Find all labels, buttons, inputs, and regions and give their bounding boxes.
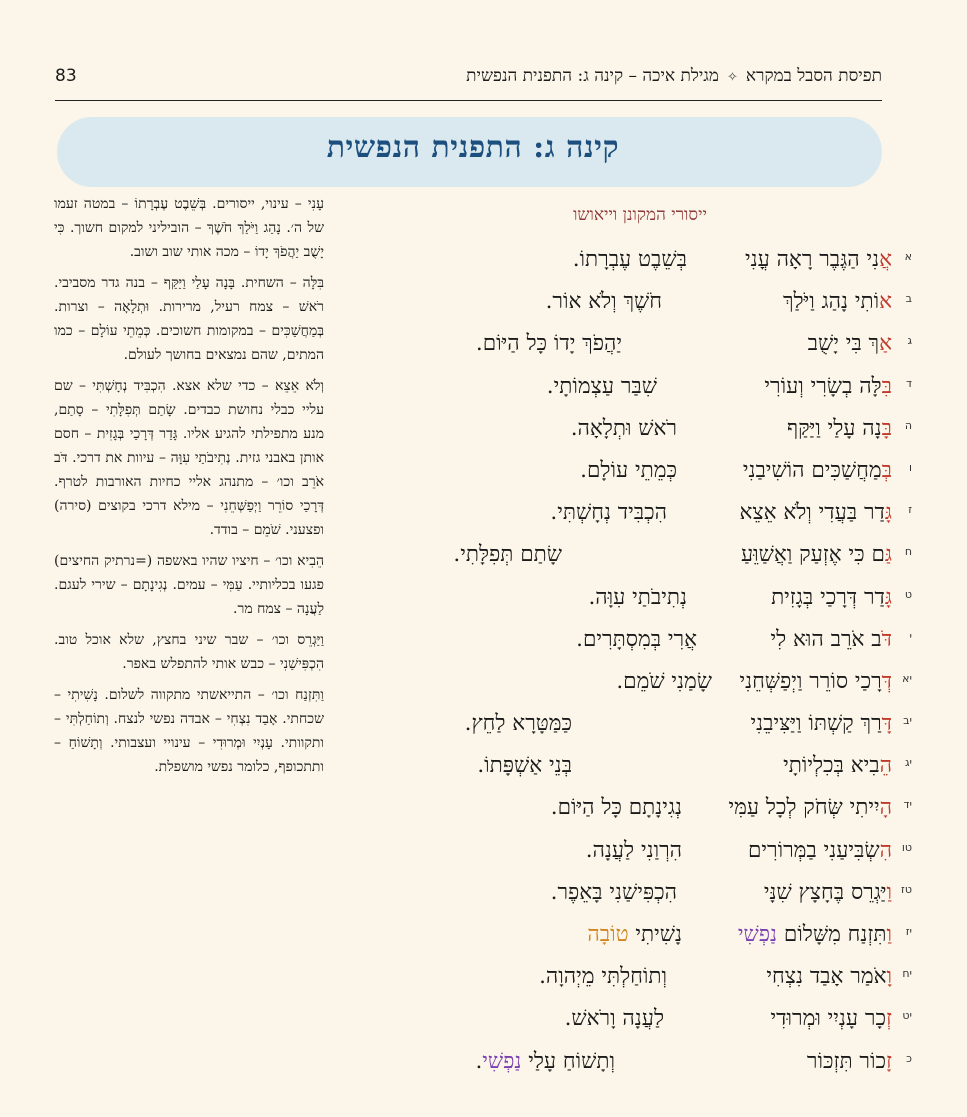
poem-line: [342, 706, 912, 748]
hemistich-first: דֹּב אֹרֵב הוּא לִי: [770, 626, 892, 652]
banner-title: קינה ג: התפנית הנפשית: [326, 130, 619, 165]
running-head: [466, 66, 882, 86]
acrostic-letter: וַ: [886, 879, 892, 905]
verse-number: יט: [902, 1009, 912, 1023]
hemistich-first: בִּלָּה בְשָׂרִי וְעוֹרִי: [764, 373, 892, 399]
emphasis-word: טוֹבָה: [587, 922, 629, 947]
hemistich-second: כְּמֵתֵי עוֹלָם.: [580, 457, 677, 483]
hemistich-second: לַעֲנָה וָרֹאשׁ.: [564, 1006, 664, 1032]
hemistich-second: יַהֲפֹךְ יָדוֹ כָּל הַיּוֹם.: [475, 331, 622, 357]
hemistich-first: וָאֹמַר אָבַד נִצְחִי: [766, 964, 892, 990]
poem-line: [342, 790, 912, 832]
acrostic-letter: בָּ: [881, 415, 892, 441]
hemistich-second: נְגִינָתָם כָּל הַיּוֹם.: [550, 795, 682, 821]
verse-number: יז: [905, 925, 912, 938]
commentary-notes: [54, 192, 324, 786]
poem-line: [342, 580, 912, 622]
verse-number: יב: [903, 714, 912, 728]
poem-line: [342, 622, 912, 664]
hemistich-second: בְּשֵׁבֶט עֶבְרָתוֹ.: [572, 247, 687, 272]
verse-number: ז: [908, 503, 912, 517]
hemistich-first: בְּמַחֲשַׁכִּים הוֹשִׁיבַנִי: [742, 457, 892, 483]
note-paragraph: עָנִי – עינוי, ייסורים. בְּשֵׁבֶט עֶבְרָתוֹ – במטה זעמו של ה׳. נָהַג וַיֹּלַךְ חֹשֶׁךְ – הוביליני למקום חשוך. כִּי יָשֻׁב יַהֲפֹךְ יָדוֹ – מכה אותי שוב ושוב.: [54, 196, 324, 260]
hemistich-first: דְּרָכַי סוֹרֵר וַיְפַשְּׁחֵנִי: [739, 668, 892, 694]
hemistich-second: הִכְפִּישַׁנִי בָּאֵפֶר.: [550, 879, 677, 905]
hemistich-first: הִשְׂבִּיעַנִי בַמְּרוֹרִים: [747, 837, 892, 863]
book-title: תפיסת הסבל במקרא: [745, 66, 882, 86]
poem-line: [342, 284, 912, 326]
poem-line: [342, 875, 912, 917]
hemistich-second: רֹאשׁ וּתְלָאָה.: [570, 415, 677, 441]
poem-line: [342, 326, 912, 368]
verse-number: יד: [903, 798, 912, 812]
acrostic-letter: זָ: [886, 1048, 892, 1074]
note-paragraph: וְלֹא אֵצֵא – כדי שלא אצא. הִכְבִּיד נְחָשְׁתִּי – שם עליי כבלי נחושת כבדים. שָׂתַם תְּפִלָּתִי – סָתַם, מנע מתפילתי להגיע אליו. גָּדַר דְּרָכַי בְּגָזִית – חסם אותן באבני גזית. נְתִיבֹתַי עִוָּה – עיוות את דרכי. דֹּב אֹרֵב וכו׳ – מתנהג אליי כחיות האורבות לטרף. דְּרָכַי סוֹרֵר וַיְפַשְּׁחֵנִי – מילא דרכי בקוצים (סירה) ופצעני. שֹׁמֵם – בודד.: [54, 378, 324, 538]
verse-number: ד: [905, 376, 912, 390]
hemistich-first: הָיִיתִי שְּׂחֹק לְכָל עַמִּי: [728, 795, 892, 821]
hemistich-second: שָׂמַנִי שֹׁמֵם.: [616, 668, 712, 694]
hemistich-second: הִכְבִּיד נְחָשְׁתִּי.: [550, 500, 667, 526]
hemistich-first: זְכָר עָנְיִי וּמְרוּדִי: [770, 1006, 892, 1032]
hemistich-second: כַּמַּטָּרָא לַחֵץ.: [464, 711, 572, 737]
emphasis-word: נַפְשִׁי: [482, 1048, 522, 1074]
verse-number: א: [904, 250, 912, 263]
hemistich-second: וְתָשׁוֹחַ עָלַי נַפְשִׁי.: [475, 1048, 615, 1074]
note-paragraph: בִּלָּה – השחית. בָּנָה עָלַי וַיַּקַּף – בנה גדר מסביבי. רֹאשׁ – צמח רעיל, מרירות. וּתְלָאָה – וצרות. בְּמַחֲשַׁכִּים – במקומות חשוכים. כְּמֵתֵי עוֹלָם – כמו המתים, שהם נמצאים בחושך לעולם.: [54, 275, 324, 363]
hemistich-first: זָכוֹר תִּזְכּוֹר: [806, 1048, 892, 1074]
page-number: 83: [55, 66, 77, 86]
verse-number: יג: [905, 756, 912, 770]
hemistich-second: נְתִיבֹתַי עִוָּה.: [588, 584, 687, 610]
hemistich-second: שָׂתַם תְּפִלָּתִי.: [453, 542, 562, 568]
verse-number: יח: [902, 967, 912, 981]
acrostic-letter: דֹּ: [881, 626, 892, 652]
chapter-banner: [57, 117, 882, 187]
verse-number: יא: [902, 671, 912, 685]
poem-line: [342, 1044, 912, 1086]
hemistich-second: בְּנֵי אַשְׁפָּתוֹ.: [477, 753, 572, 779]
hemistich-first: הֵבִיא בְּכִלְיוֹתָי: [783, 753, 892, 779]
hemistich-first: בָּנָה עָלַי וַיַּקַּף: [786, 415, 892, 441]
verse-number: ט: [904, 587, 912, 601]
acrostic-letter: וַ: [886, 922, 892, 947]
verse-number: ו: [909, 460, 912, 474]
verse-number: ה: [904, 418, 912, 432]
acrostic-letter: בְּ: [881, 457, 892, 483]
verse-number: כ: [906, 1051, 912, 1065]
acrostic-letter: אַ: [879, 331, 892, 357]
hemistich-second: חֹשֶׁךְ וְלֹא אוֹר.: [545, 289, 662, 315]
acrostic-letter: דְּ: [881, 668, 892, 694]
section-subtitle: ייסורי המקונן וייאושו: [573, 205, 707, 225]
poem-line: [342, 453, 912, 495]
page-header: [55, 66, 882, 101]
hemistich-first: גַּם כִּי אֶזְעַק וַאֲשַׁוֵּעַ: [740, 542, 892, 568]
verse-number: טו: [901, 840, 912, 854]
note-paragraph: וַיַּגְרֵס וכו׳ – שבר שיני בחצץ, שלא אוכל טוב. הִכְפִּישַׁנִי – כבש אותי להתפלש באפר.: [54, 632, 324, 672]
verse-number: טז: [901, 882, 912, 896]
acrostic-letter: הֵ: [879, 753, 892, 779]
poem-line: [342, 917, 912, 959]
verse-number: ח: [904, 545, 912, 559]
acrostic-letter: זְ: [886, 1006, 892, 1032]
poem-line: [342, 1001, 912, 1043]
verse-number: ב: [905, 292, 912, 306]
note-paragraph: וַתִּזְנַח וכו׳ – התייאשתי מתקווה לשלום. נָשִׁיתִי – שכחתי. אָבַד נִצְחִי – אבדה נפשי לנצח. וְתוֹחַלְתִּי – ותקוותי. עָנְיִי וּמְרוּדִי – עינויי ועצבותי. וְתָשׁוֹחַ – ותתכופף, כלומר נפשי מושפלת.: [54, 687, 324, 775]
hemistich-first: גָּדַר בַּעֲדִי וְלֹא אֵצֵא: [739, 500, 892, 526]
acrostic-letter: גָּ: [884, 500, 892, 526]
hemistich-second: שִׁבַּר עַצְמוֹתָי.: [546, 373, 657, 399]
emphasis-word: נַפְשִׁי: [737, 922, 778, 947]
verse-number: ג: [907, 334, 912, 348]
hemistich-second: הִרְוַנִי לַעֲנָה.: [585, 837, 682, 863]
acrostic-letter: גַּ: [884, 542, 892, 568]
poem-line: [342, 495, 912, 537]
hemistich-first: אַךְ בִּי יָשֻׁב: [807, 331, 892, 357]
poem-line: [342, 748, 912, 790]
acrostic-letter: הִ: [879, 837, 892, 863]
poem-line: [342, 537, 912, 579]
hemistich-second: וְתוֹחַלְתִּי מֵיְהוָה.: [539, 964, 667, 990]
acrostic-letter: וָ: [886, 964, 892, 990]
acrostic-letter: בִּ: [881, 373, 892, 399]
poem-line: [342, 664, 912, 706]
poem-line: [342, 833, 912, 875]
acrostic-letter: א: [879, 289, 892, 315]
poem-line: [342, 411, 912, 453]
hemistich-second: נָשִׁיתִי טוֹבָה: [587, 922, 682, 947]
note-paragraph: הֵבִיא וכו׳ – חיציו שהיו באשפה (=נרתיק החיצים) פגעו בכליותיי. עַמִּי – עמים. נְגִינָתָם – שירי לעגם. לַעֲנָה – צמח מר.: [54, 553, 324, 617]
diamond-icon: ✧: [727, 70, 738, 85]
chapter-title: מגילת איכה – קינה ג: התפנית הנפשית: [466, 66, 719, 86]
poem: [342, 242, 912, 1086]
acrostic-letter: אֲ: [879, 247, 892, 272]
acrostic-letter: הָ: [879, 795, 892, 821]
hemistich-first: וַתִּזְנַח מִשָּׁלוֹם נַפְשִׁי: [737, 922, 892, 947]
hemistich-first: אֲנִי הַגֶּבֶר רָאָה עֳנִי: [744, 247, 892, 272]
verse-number: י: [909, 629, 912, 643]
acrostic-letter: גָּ: [884, 584, 892, 610]
hemistich-first: דָּרַךְ קַשְׁתּוֹ וַיַּצִּיבֵנִי: [750, 711, 892, 737]
poem-line: [342, 242, 912, 284]
poem-line: [342, 369, 912, 411]
acrostic-letter: דָּ: [881, 711, 892, 737]
hemistich-first: וַיַּגְרֵס בֶּחָצָץ שִׁנָּי: [763, 879, 892, 905]
poem-line: [342, 959, 912, 1001]
hemistich-first: אוֹתִי נָהַג וַיֹּלַךְ: [782, 289, 892, 315]
hemistich-second: אֲרִי בְּמִסְתָּרִים.: [576, 626, 697, 652]
hemistich-first: גָּדַר דְּרָכַי בְּגָזִית: [771, 584, 892, 610]
